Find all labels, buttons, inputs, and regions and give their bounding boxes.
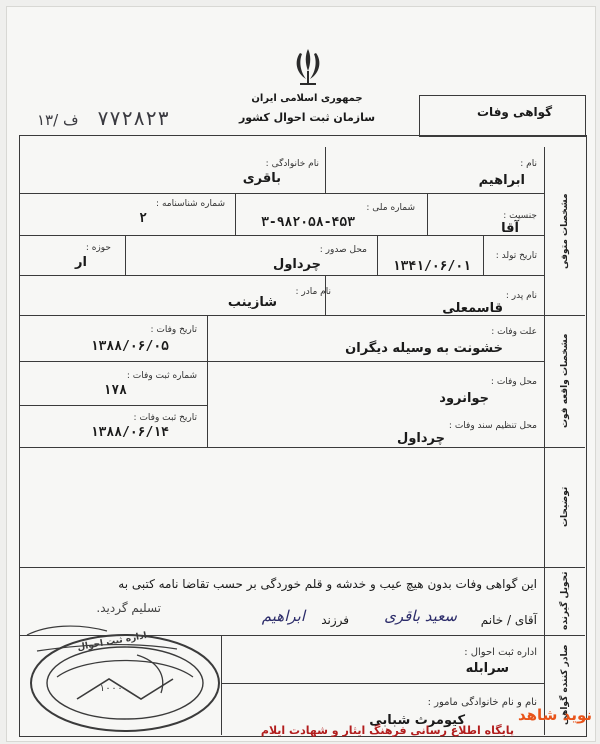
certificate-title: گواهی وفات: [477, 105, 553, 119]
district-value: ار: [75, 255, 87, 270]
death-reg-number-label: شماره ثبت وفات :: [126, 371, 197, 381]
issue-place-label: محل صدور :: [319, 245, 367, 255]
national-id-label: شماره ملی :: [366, 203, 415, 213]
delivered-text: تسلیم گردید.: [96, 601, 161, 615]
officer-value: کیومرث شبابی: [369, 713, 465, 728]
father-name-value: قاسمعلی: [442, 301, 503, 316]
first-name-label: نام :: [520, 159, 537, 169]
certificate-sheet: [6, 6, 596, 742]
birth-date-value: ۱۳۴۱/۰۶/۰۱: [392, 259, 471, 274]
gender-label: جنسیت :: [503, 211, 537, 221]
id-number-label: شماره شناسنامه :: [156, 199, 225, 209]
stamp-number: ۱۰۰۰: [99, 683, 124, 694]
death-cause-label: علت وفات :: [491, 327, 537, 337]
section-deceased: مشخصات متوفی: [560, 193, 570, 269]
first-name-value: ابراهیم: [478, 173, 525, 188]
birth-date-label: تاریخ تولد :: [495, 251, 537, 261]
section-recipient: تحویل گیرنده: [560, 571, 570, 631]
death-reg-number-value: ۱۷۸: [103, 383, 127, 398]
recipient-name: سعید باقری: [384, 607, 457, 625]
office-label: اداره ثبت احوال :: [464, 647, 537, 658]
mother-name-label: نام مادر :: [295, 287, 331, 297]
mother-name-value: شازینب: [227, 295, 277, 310]
watermark-text: پایگاه اطلاع رسانی فرهنگ ایثار و شهادت ایلام: [260, 724, 514, 737]
child-of-label: فرزند: [321, 613, 349, 627]
organization-name: سازمان ثبت احوال کشور: [238, 111, 376, 124]
death-reg-date-label: تاریخ ثبت وفات :: [133, 413, 197, 423]
death-date-value: ۱۳۸۸/۰۶/۰۵: [90, 339, 169, 354]
recipient-statement: این گواهی وفات بدون هیچ عیب و خدشه و قلم خوردگی بر حسب تقاضا نامه کتبی به: [118, 577, 537, 591]
country-name: جمهوری اسلامی ایران: [251, 93, 363, 104]
recipient-prefix: آقای / خانم: [480, 613, 537, 627]
doc-place-label: محل تنظیم سند وفات :: [448, 421, 537, 431]
section-notes: توضیحات: [560, 486, 570, 528]
serial-number: ۷۷۲۸۲۳: [97, 106, 170, 130]
national-id-value: ۳-۹۸۲۰۵۸-۴۵۳: [261, 215, 355, 230]
last-name-label: نام خانوادگی :: [265, 159, 319, 169]
serial-prefix: ۱۳/ ف: [37, 111, 79, 129]
issue-place-value: چرداول: [273, 257, 321, 272]
iran-emblem-icon: [288, 45, 328, 89]
death-place-label: محل وفات :: [490, 377, 537, 387]
gender-value: آقا: [501, 221, 519, 236]
office-value: سرابله: [465, 661, 509, 676]
watermark-logo: نوید شاهد: [517, 706, 592, 724]
father-name-label: نام پدر :: [505, 291, 537, 301]
district-label: حوزه :: [85, 243, 111, 253]
doc-place-value: چرداول: [397, 431, 445, 446]
last-name-value: باقری: [242, 171, 281, 186]
section-event: مشخصات واقعه فوت: [560, 333, 570, 429]
child-name: ابراهیم: [261, 607, 305, 625]
section-issuer: صادر کننده گواهی: [560, 644, 570, 726]
death-place-value: جوانرود: [439, 391, 489, 406]
death-cause-value: خشونت به وسیله دیگران: [345, 341, 503, 356]
official-stamp-icon: [17, 615, 227, 735]
stamp-text: اداره ثبت احوال: [76, 630, 148, 654]
death-date-label: تاریخ وفات :: [150, 325, 197, 335]
officer-label: نام و نام خانوادگی مامور :: [427, 697, 537, 708]
death-reg-date-value: ۱۳۸۸/۰۶/۱۴: [90, 425, 169, 440]
id-number-value: ۲: [139, 211, 147, 226]
